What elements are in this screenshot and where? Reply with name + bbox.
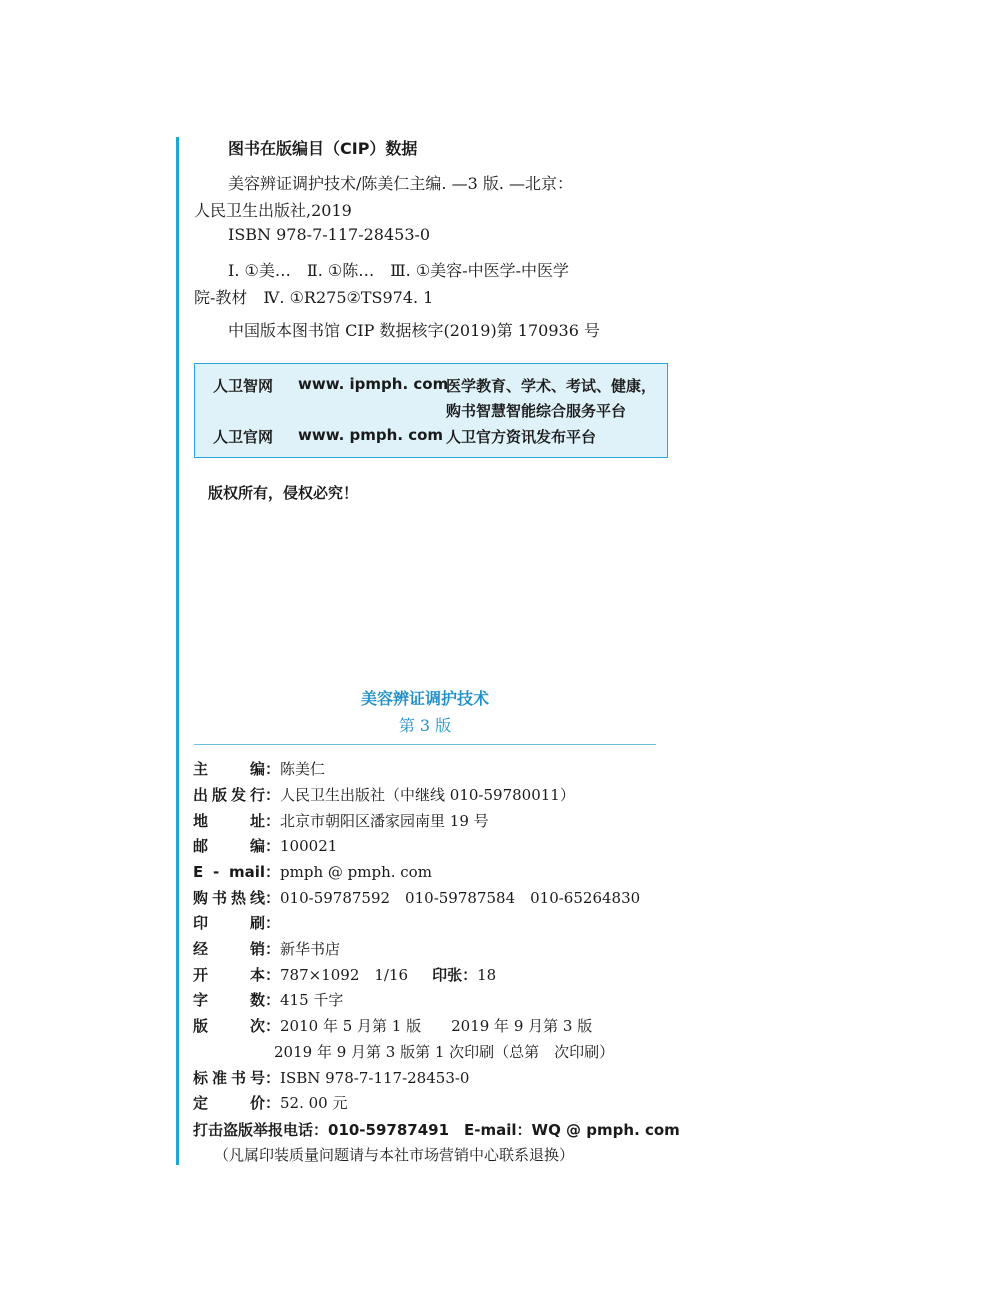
row-distributor: 经销：新华书店 — [193, 940, 341, 958]
isbn-value: ISBN 978-7-117-28453-0 — [280, 1069, 470, 1087]
format-label: 开本 — [193, 966, 265, 984]
book-title: 美容辨证调护技术 — [360, 689, 489, 708]
copyright-notice: 版权所有，侵权必究！ — [208, 484, 359, 502]
row-word-count: 字数：415 千字 — [193, 991, 344, 1009]
edition-label: 版次 — [193, 1017, 265, 1035]
email-value[interactable]: pmph @ pmph. com — [280, 863, 432, 881]
row-isbn: 标准书号：ISBN 978-7-117-28453-0 — [193, 1069, 470, 1087]
hotline-value: 010-59787592 010-59787584 010-65264830 — [280, 889, 641, 907]
postcode-label: 邮编 — [193, 837, 265, 855]
cip-record-number: 中国版本图书馆 CIP 数据核字(2019)第 170936 号 — [228, 321, 600, 340]
quality-notice: （凡属印装质量问题请与本社市场营销中心联系退换） — [214, 1146, 575, 1164]
site-url-pmph[interactable]: www. pmph. com — [298, 426, 444, 444]
row-email: E - mail：pmph @ pmph. com — [193, 863, 432, 881]
cip-title: 图书在版编目（CIP）数据 — [228, 139, 418, 158]
row-hotline: 购书热线：010-59787592 010-59787584 010-65264830 — [193, 889, 641, 907]
site-name-pmph: 人卫官网 — [213, 428, 274, 446]
address-value: 北京市朝阳区潘家园南里 19 号 — [280, 812, 489, 830]
anti-piracy-line: 打击盗版举报电话：010-59787491 E-mail：WQ @ pmph. com — [193, 1121, 680, 1139]
email-label: E - mail — [193, 863, 265, 881]
cip-isbn: ISBN 978-7-117-28453-0 — [228, 225, 431, 244]
website-info-box — [194, 363, 668, 458]
title-divider — [194, 744, 656, 745]
row-format: 开本：787×1092 1/16 印张：18 — [193, 966, 497, 984]
site-url-ipmph[interactable]: www. ipmph. com — [298, 375, 449, 393]
distributor-value: 新华书店 — [280, 940, 341, 958]
distributor-label: 经销 — [193, 940, 265, 958]
publisher-value: 人民卫生出版社（中继线 010-59780011） — [280, 786, 575, 804]
price-label: 定价 — [193, 1094, 265, 1112]
row-editor: 主编：陈美仁 — [193, 760, 326, 778]
price-value: 52. 00 元 — [280, 1094, 348, 1112]
row-address: 地址：北京市朝阳区潘家园南里 19 号 — [193, 812, 489, 830]
postcode-value: 100021 — [280, 837, 338, 855]
isbn-label: 标准书号 — [193, 1069, 265, 1087]
address-label: 地址 — [193, 812, 265, 830]
book-edition: 第 3 版 — [398, 716, 452, 735]
row-postcode: 邮编：100021 — [193, 837, 338, 855]
print-label: 印刷 — [193, 914, 265, 932]
editor-value: 陈美仁 — [280, 760, 326, 778]
site-name-ipmph: 人卫智网 — [213, 377, 274, 395]
cip-line-2: 人民卫生出版社,2019 — [194, 201, 352, 220]
row-edition: 版次：2010 年 5 月第 1 版 2019 年 9 月第 3 版 — [193, 1017, 593, 1035]
word-count-value: 415 千字 — [280, 991, 344, 1009]
sheets-label: 印张： — [432, 966, 478, 984]
row-edition-2 — [274, 1041, 614, 1062]
cip-line-5: 院-教材 Ⅳ. ①R275②TS974. 1 — [194, 288, 434, 307]
hotline-label: 购书热线 — [193, 889, 265, 907]
publisher-label: 出版发行 — [193, 786, 265, 804]
row-print: 印刷： — [193, 914, 281, 932]
site-desc-ipmph-2: 购书智慧智能综合服务平台 — [446, 402, 627, 420]
cip-line-4: Ⅰ. ①美… Ⅱ. ①陈… Ⅲ. ①美容-中医学-中医学 — [228, 261, 569, 280]
edition-value-1: 2010 年 5 月第 1 版 2019 年 9 月第 3 版 — [280, 1017, 593, 1035]
row-publisher: 出版发行：人民卫生出版社（中继线 010-59780011） — [193, 786, 575, 804]
sheets-value: 18 — [477, 966, 497, 984]
edition-value-2: 2019 年 9 月第 3 版第 1 次印刷（总第 次印刷） — [274, 1043, 615, 1061]
site-desc-ipmph-1: 医学教育、学术、考试、健康， — [446, 377, 657, 395]
row-price: 定价：52. 00 元 — [193, 1094, 348, 1112]
cip-line-1: 美容辨证调护技术/陈美仁主编. —3 版. —北京： — [228, 174, 574, 193]
left-accent-bar — [176, 137, 179, 1165]
format-value: 787×1092 1/16 — [280, 966, 409, 984]
site-desc-pmph: 人卫官方资讯发布平台 — [446, 428, 597, 446]
editor-label: 主编 — [193, 760, 265, 778]
word-count-label: 字数 — [193, 991, 265, 1009]
